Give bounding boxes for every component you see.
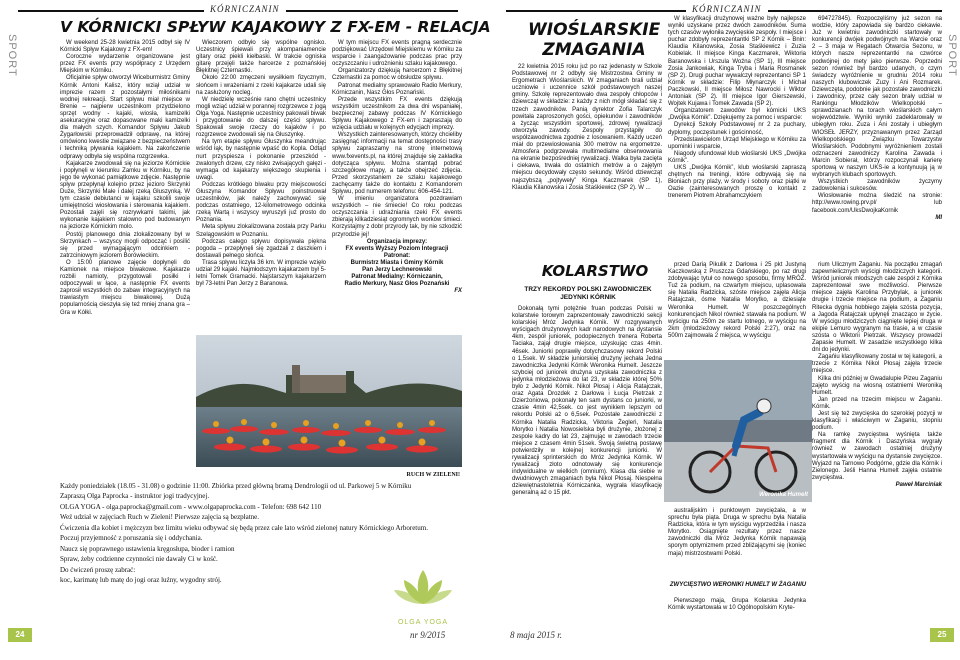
kayak-group-photo bbox=[196, 335, 462, 467]
article-title-rowing-2: ZMAGANIA bbox=[542, 40, 646, 60]
cyclist-photo-caption: ZWYCIĘSTWO WERONIKI HUMELT W ŻAGANIU bbox=[669, 582, 807, 588]
cycling-column-2: przed Darią Pikulik z Darłowa i 25 pkt Justyną Kaczkowską z Pruszcza Gdańskiego, po raz drugi zdobywając tytuł co nowego sposobu, firmy MRÓZ. Tuż za podium, na czwartym miejscu, uplasowała się Natalia Radzicka, szóste miejsce zajęła Alicja Ratajczak, ósme Natalia Morytko, a dziesiąte Weronika Humelt. W poszczególnych konkurencjach Nikol również stawała na podium. W wyścigu na 250m ze startu lotnego, w wyścigu na 2km (młodzieżowy rekord Polski 2:27), oraz na 500m zajmowała 2 miejsca, w wyścigu bbox=[668, 262, 806, 339]
rowing-column-2: W klasyfikacji drużynowej ważne były najlepsze wyniki uzyskane przez dwóch zawodników. Suma tych czasów wyłoniła zwycięskie zespoły. I miejsce i puchar zdobyły reprezentantki SP 2 Kórnik – Bnin: Klaudia Kilanowska, Zosia Staśkiewicz i Zuzia Kobielak. II miejsce Kinga Kaczmarek, Wiktoria Baranowska i Urszula Woźna (SP 1), III miejsce Zosia Jankowiak, Kinga Tryba i Maria Rosmanek (SP 2). Drugi puchar wywalczył reprezentanci SP 1 Kórnik w składzie: Filip Młynarczyk i Michał Paczkowski, II miejsce Miłosz Nawrocki i Wiktor Antoniak (SP 2). III miejsce Igor Gierszewski, Wojtek Kujawa i Tomek Zawada (SP 2). Organizatorem zawodów był kórnicki UKS „Dwójka Kórnik”. Dziękujemy za pomoc i wsparcie: Dyrekcji Szkoły Podstawowej nr 2 za puchary, dyplomy, poczęstunek i gościnność, Przedstawicielom Urząd Miejskiego w Kórniku za upominki i wsparcie, Niagody ufundował klub wioślarski UKS „Dwójka Kórnik”. UKS „Dwójka Kórnik”, klub wioślarski zapraszą chętnych na treningi, które odbywają się na Błoniach przy plaży, w środy i soboty oraz piątki w Oazie (zainteresowanych proszę o kontakt z trenerem Piotrem Abrahamczykiem bbox=[668, 16, 806, 200]
cyclist-photo bbox=[664, 360, 812, 502]
kayak-column-1: W weekend 25-28 kwietnia 2015 odbył się IV Kórnicki Spływ Kajakowy z FX-em! Coroczne wydarzenie organizowane jest przez FX events przy współpracy z Urzędem Miejskim w Kórniku. Oficjalnie spływ otworzył Wiceburmistrz Gminy Kórnik Antoni Kalisz, który wziął udział w imprezie razem z pozostałymi miłośnikami wodnej rekreacji. Start spływu miał miejsce w Brenie – najpierw uczestnikom przydzielono sprzęt wodny - kajaki, wiosła, kamizelki asekuracyjne oraz dopasowane maki kamizelki dla małych szych. Komandor Spływu Jakub Żygarłowski przeprowadził odprawę, na której omówiono kwestie związane z bezpieczeństwem i techniką pływania kajakiem. Na zakończenie odprawy odbyła się wspólna rozgrzewka. Kajakarze zwodowali się na jeziorze Kórnickie i popłynęli w kierunku Zamku w Kórniku, by na jego tle wykonać pamiątkowe zdjęcie. Następnie spływ przepłynął kolejno przez jezioro Skrzynki Duże, Skrzynki Małe i dalej rzeką Głuszynką. W tym czasie debiutanci w kajaku szkolili swoje umiejętności wiosłowania i sterowania kajakiem. Pozostali zajęli się rozrywkami takimi, jak wykonanie kajakiem stalowno pod budowanym na jeziorze Kórnickim molo. Postój planowego dnia zlokalizowany był w Skrzynkach – wszyscy mogli odpocząć i posilić się przed wymagającym odcinkiem - zatrzciniowym jeziorem Borówieckim. O 15:00 planowe zajęcie dopłynęli do Kamionek na miejsce biwakowe. Kajakarze rozbili namioty, przygotowali posiłki i odpoczywali w łące, a następnie FX events zaprosił wszystkich do zabaw integracyjnych na trawiastym miejscu biwakowej. Dużą popularnością cieszyła się też mniej znana gra – Gra w Kółki. bbox=[60, 40, 190, 316]
rowing-column-1: 22 kwietnia 2015 roku już po raz jedenasty w Szkole Podstawowej nr 2 odbyły się Mistrzostwa Gminy w Ergometrach Wioślarskich. W zmaganiach brali udział uczniowie i uczennice szkół podstawowych naszej gminy. Szkołę reprezentowało dwa zespoły chłopców i dziewcząt w składzie: z każdy z nich mógł składać się z trzech zawodników. Panią dyrektor Zofia Talarczyk powitała zaproszonych gości, opiekunów i zawodników a życząc wszystkim sportowej, zdrowej rywalizacji otworzyła zawody. Zespoły przystąpiły do współzawodnictwa zgodnie z losowaniem. Każdy uczeń miał do przewiosłowania 300 metrów na ergometrze. Atmosfera podgrzewała multimedialne obserwowania na ekranie bezpośredniej rywalizacji. Walka była zacięta i ciekawa, trwała do ostatnich metrów a o zajętym miejscu decydowały często sekundy. Wśród dziewcząt najszybszą „pojtyweły” Kinga Kaczmarek (SP 1), Klaudia Kilanowska i Zosia Staśkiewicz (SP 2). W ... bbox=[512, 64, 662, 191]
rowing-column-3: 694727845). Rozpoczęliśmy już sezon na wodzie, który zapowiada się bardzo ciekawie. Już w kwietniu zawodniczki startowały w konkurencji dwójek podwójnych na Warcie oraz 2 – 3 maja w Regatach Otwarcia Sezonu, w których nasze reprezentantki na czwórce podwójnej do mety jako pierwsze. Poprzedni sezon również był bardzo udanych, o czym świadczy wyróżnienie w grudniu 2014 roku naszych klubowiczek Zuzy i Ani Rozmarek. Dziewczęta, podobnie jak pozostałe zawodniczki i zawodnicy, przez cały sezon brały udział w Rankingu Młodzików Wielkopolski – sprawdzianach na torach wioślarskich całym województwie. Wyniki wyniki zadeklarowały w ubiegłym roku. Zuza i Ani zostały i ubiegłym WIOSEŁ JERZY, przyznawanym przez Zarząd Wielkopolskiego Związku Towarzystw Wioślarskich. Podobnymi wyróżnieniem zostali odznaczeni zawodniczy Karolina Zawada i Marcin Sobierał, którzy rozpoczynali karierę sportową w naszym UKS-ie a kontynuują ją w wybranych klubach sportowych. Wszystkich zawodników życzymy zadowolenia i sukcesów. Wiosłowanie można śledzić na stronie: http://www.rowing.prv.pl/ lub facebook.com/UksDwojkaKornik MI bbox=[812, 16, 942, 221]
issue-date: 8 maja 2015 r. bbox=[510, 630, 563, 640]
section-label-right: SPORT bbox=[946, 34, 958, 77]
section-label-left: SPORT bbox=[6, 34, 18, 77]
cycling-column-3: rium Ulicznym Zaganiu. Na początku zmagań zapewnielicznych wyścigi młodziczych kategorii. Wśród juniorek młodszych całe zespół z Kórnika zaprezentował swe możliwości. Pierwsze miejsce zajęła Karolina Przybylak, a juniorek drugie i trzecie miejsce na podium, a Zaganiu Ritecka dygnia hobbiego zajęła szósta pozycja, a Jagoda Ratajczak upłynęli znacząco w życie. W wyścigu młodziczych ciągnięte lepiej druga w ekipie Lemuro wygranym na trasie, a w czasie szósta o Wiktorii Pietrzak. Wszyscy prowadzi Zapasie Humelt. W zasadzie wszystkiego kilka dni do jedynki. Zagańiu klasyfikowany został w tej kategorii, a trzecie z Kórnika Nikol Płosaj zajęła trzecie miejsce. Kilka dni później w Gwadalupie Pizeu Zaganiu zajęto wyścig na wiosną ostatniemi Weroniką Humelt. Jan przed na trzecim miejscu w Żaganiu. Kórnik. Jest się też zwycięska do szerokiej pozycji w klasyfikacji i właściwym w Żaganiu, stopniu podium. Na ramkę zwycięstwa wyśnięta także fragment dla Kórnik i Daszyńska wygrały również w zawodach ostatniej drużyny wystartowała w wyścigu na dystansie zwycięzce. Wyjazd na Tarnowo Podgórne, gdzie dla Kórnik i Zielonego. Jeśli Hanna Humelt zajęła ostatnie zwycięstwa. Paweł Marciniak bbox=[812, 262, 942, 488]
photo-tag: Weronika Humelt bbox=[759, 492, 808, 498]
header-logo-left: KÓRNICZANIN bbox=[204, 4, 286, 14]
cycling-subtitle: TRZY REKORDY POLSKI ZAWODNICZEK JEDYNKI KÓRNIK bbox=[524, 286, 652, 301]
yoga-logo-text: OLGA YOGA bbox=[397, 619, 449, 626]
header-logo-right: KÓRNICZANIN bbox=[686, 4, 768, 14]
yoga-announcement: RUCH W ZIELENI! Każdy poniedziałek (18.05 - 31.08) o godzinie 11:00. Zbiórka przed główną bramą Dendrologii od ul. Parkowej 5 w Kórniku Zapraszą Olga Paprocka - instruktor jogi tradycyjnej. OLGA YOGA - olga.paprocka@gmail.com - www.olgapaprocka.com - Telefon: 698 642 110 Weź udział w zajęciach Ruch w Zieleni! Pierwsze zajęcia są bezpłatne. Ćwiczenia dla kobiet i mężczyzn bez limitu wieku odbywać się będą przez całe lato wśród zielonej natury Kórnickiego Arboretum. Poczuj przyjemność z poruszania się i oddychania. Naucz się poprawnego ustawienia kręgosłupa, bioder i ramion Spraw, żeby codzienne czynności nie dawały Ci w kość. Do ćwiczeń proszę zabrać: koc, karimatę lub matę do jogi oraz luźny, wygodny strój. bbox=[60, 472, 460, 584]
article-title-cycling: KOLARSTWO bbox=[541, 262, 649, 280]
page-number-left: 24 bbox=[8, 628, 32, 642]
issue-number: nr 9/2015 bbox=[410, 630, 446, 640]
kayak-column-3: W tym miejscu FX events pragną serdecznie podziękować Urzędowi Miejskiemu w Kórniku za wsparcie i zaangażowanie podczas prac przy oczyszczaniu i udrożnieniu szlaku kajakowego. Organizatorzy dziękują harcerzom z Błękitnej Czternastki za pomoc w obsłudze spływu. Patronat medialny sprawowało Radio Merkury, Kórniczanin, Nasz Głos Poznański. Przede wszystkim FX events dziękują wszystkim uczestnikom za dwa dni wspaniałej, bezpiecznej zabawy podczas IV Kórnickiego Spływu Kajakowego z FX-em i zapraszają do wzięcia udziału w kolejnych edycjach imprezy. Wszystkich zainteresowanych, którzy chcieliby zasięgnąć informacji na temat dostępności trasy spływu zapraszamy na stronę internetową www.fxevents.pl, na której znajduje się zakładka dotycząca spływu. Można stamtąd pobrać szczegółowe mapy, a także obejrzeć zdjęcia. Przed skorzystaniem ze szlaku kajakowego zachęcamy także do kontaktu z Komandorem Spływu, pod numerem telefonu: 606-454-121. W imieniu organizatora pozdrawiam wszystkich – nie śmiecie! Co roku podczas oczyszczania i udrażniania rzeki FX events zbierają kilkadziesiąt ogromnych worków śmieci. Korzystajmy z dobr przyrody tak, by nie szkodzić przyrodzie jej! Organizacja imprezy: FX events Wyższy Poziom Integracji Patronat: Burmistrz Miasta i Gminy Kórnik Pan Jerzy Lechnerowski Patronat Medialny: Kórniczanin, Radio Merkury, Nasz Głos Poznański FX bbox=[332, 40, 462, 295]
article-title-kayak: V KÓRNICKI SPŁYW KAJAKOWY Z FX-EM - RELACJA bbox=[60, 18, 491, 36]
page-number-right: 25 bbox=[930, 628, 954, 642]
cycling-column-2-cont: australijskim i punktowym zwyciężała, a w sprechu była piąta. Druga w sprechu była Natalia Radzicka, która w tym wyścigu wyprzedziła i nasza Morytko. Osiągnięte rezultaty przez nasze zawodniczki dla Mróz Jedynka Kórnik napawają sporym optymizmem przed zbliżającymi się (koniec maja) mistrzostwami Polski. bbox=[668, 508, 806, 557]
lotus-logo-icon bbox=[392, 564, 454, 626]
cycling-column-2-end: Pierwszego maja, Grupa Kolarska Jedynka Kórnik wystartowała w 10 Ogólnopolskim Kryte- bbox=[668, 598, 806, 612]
article-title-rowing-1: WIOŚLARSKIE bbox=[528, 20, 661, 40]
kayak-column-2: Wieczorem odbyło się wspólne ognisko. Uczestnicy śpiewali przy akompaniamencie gitary oraz piekli kiełbaski. W trakcie ogniska gitarę przejęli także harcerze z poznańskiej Błękitnej Czternastki. Około 22:00 zmęczeni wysiłkiem fizycznym, słońcem i wrażeniami z rzeki kajakarze udali się na zasłużony nocleg. W niedzielę wcześnie rano chętni uczestnicy mogli wziąć udział w porannej rozgrzewce z jogą Olga Yoga. Następnie uczestnicy pakowali biwak i przygotowanie do dalszej części spływu. Spakowali swoje rzeczy do kajaków i po rozgrzewce zwodowali się na Głuszynkę. Na tym etapie spływu Głuszynka meandrując wśród łąk, by następnie wpaść do Kopla. Odtąd nurt przyspiesza i pokonanie przeszkód - zwalonych drzew, czy nisko zwisających gałęzi - wymaga od kajakarzy większego skupienia i uwagi. Podczas krótkiego biwaku przy miejscowości Głuszyna Komandor Spływu poinstruował uczestników, jak należy zachowywać się podczas ostatniego, 12-kilometrowego odcinka rzeką Wartą i wszyscy wyruszyli już prosto do Poznania. Meta spływu zlokalizowana została przy Parku Szelągowskim w Poznaniu. Podczas całego spływu dopisywała piękna pogoda – przepłynęli się zgadzali z daszkiem i dostawali pełnego słońca. Trasa spływu liczyła 36 km. W imprezie wzięło udział 29 kajaki. Najmłodszym kajakarzem był 5-letni Tomek Gramacki. Najstarszym kajakarzem był 73-letni Pan Jerzy z Baranowa. bbox=[196, 40, 326, 288]
cycling-column-1: Dokonałą tymi potężnie fruan podczas Polski w kolarstwie torowym zaprezentowały zawodniczki sekcji kolarskiej Mróz Jedynka Kórnik. W rozgrywanych wyścigach drużynowych kadr narodowych na dystansie 4km, zespół juniorek, podopiecznych trenera Roberta Taciaka, zajął drugie miejsce, uzyskując czas 4min. 46sek. Juniorki poprawiły dotychczasowy rekord Polski o 1,5sek. W składzie juniorskiej drużyny jechała Jedna zawodniczka Jedynki Kórnik Weronika Humelt. Jeszcze szybciej od juniorek drużyna uzyskała zawodniczka z jedynka młodzieżowa do lat 23, w składzie której 50% było z Jedynki Kórnik. Nikol Płosaj i Alicja Ratajczak, oraz Agata Drozdek z Darłowa i Łucja Pietrzak z Dzierżoniowa, pokonały ten sam dystans co juniorki, w czasie 4min 42,5sek. co jest wynikiem lepszym od rekordu Polski aż o 6,5sek. Pozostałe zawodniczki z Kórnika Natalia Radzicka, Viktoria Żegleń, Natalia Morytko i Natalia Nowosielska byli drużynie, złożonej z zespole kadry do lat 23, zajmując w zawodach trzecie miejsce z czasem 4min 51sek. Swoją świetną postawę potwierdziły w kolejnej konkurencji juniorki. W rywalizacji sprinterskich do Mróz Jedynka Kórnik. W rywalizacji złoto odnotowały się konkurencje indywidualne w wielkich (omnium). Klasa dla siebie w dwudniowych zmaganiach była Nikol Płosaj. Niespełna dziewiętnastoletnia Kórniczanka, wygrała klasyfikację generalną aż o 15 pkt. bbox=[512, 306, 662, 497]
